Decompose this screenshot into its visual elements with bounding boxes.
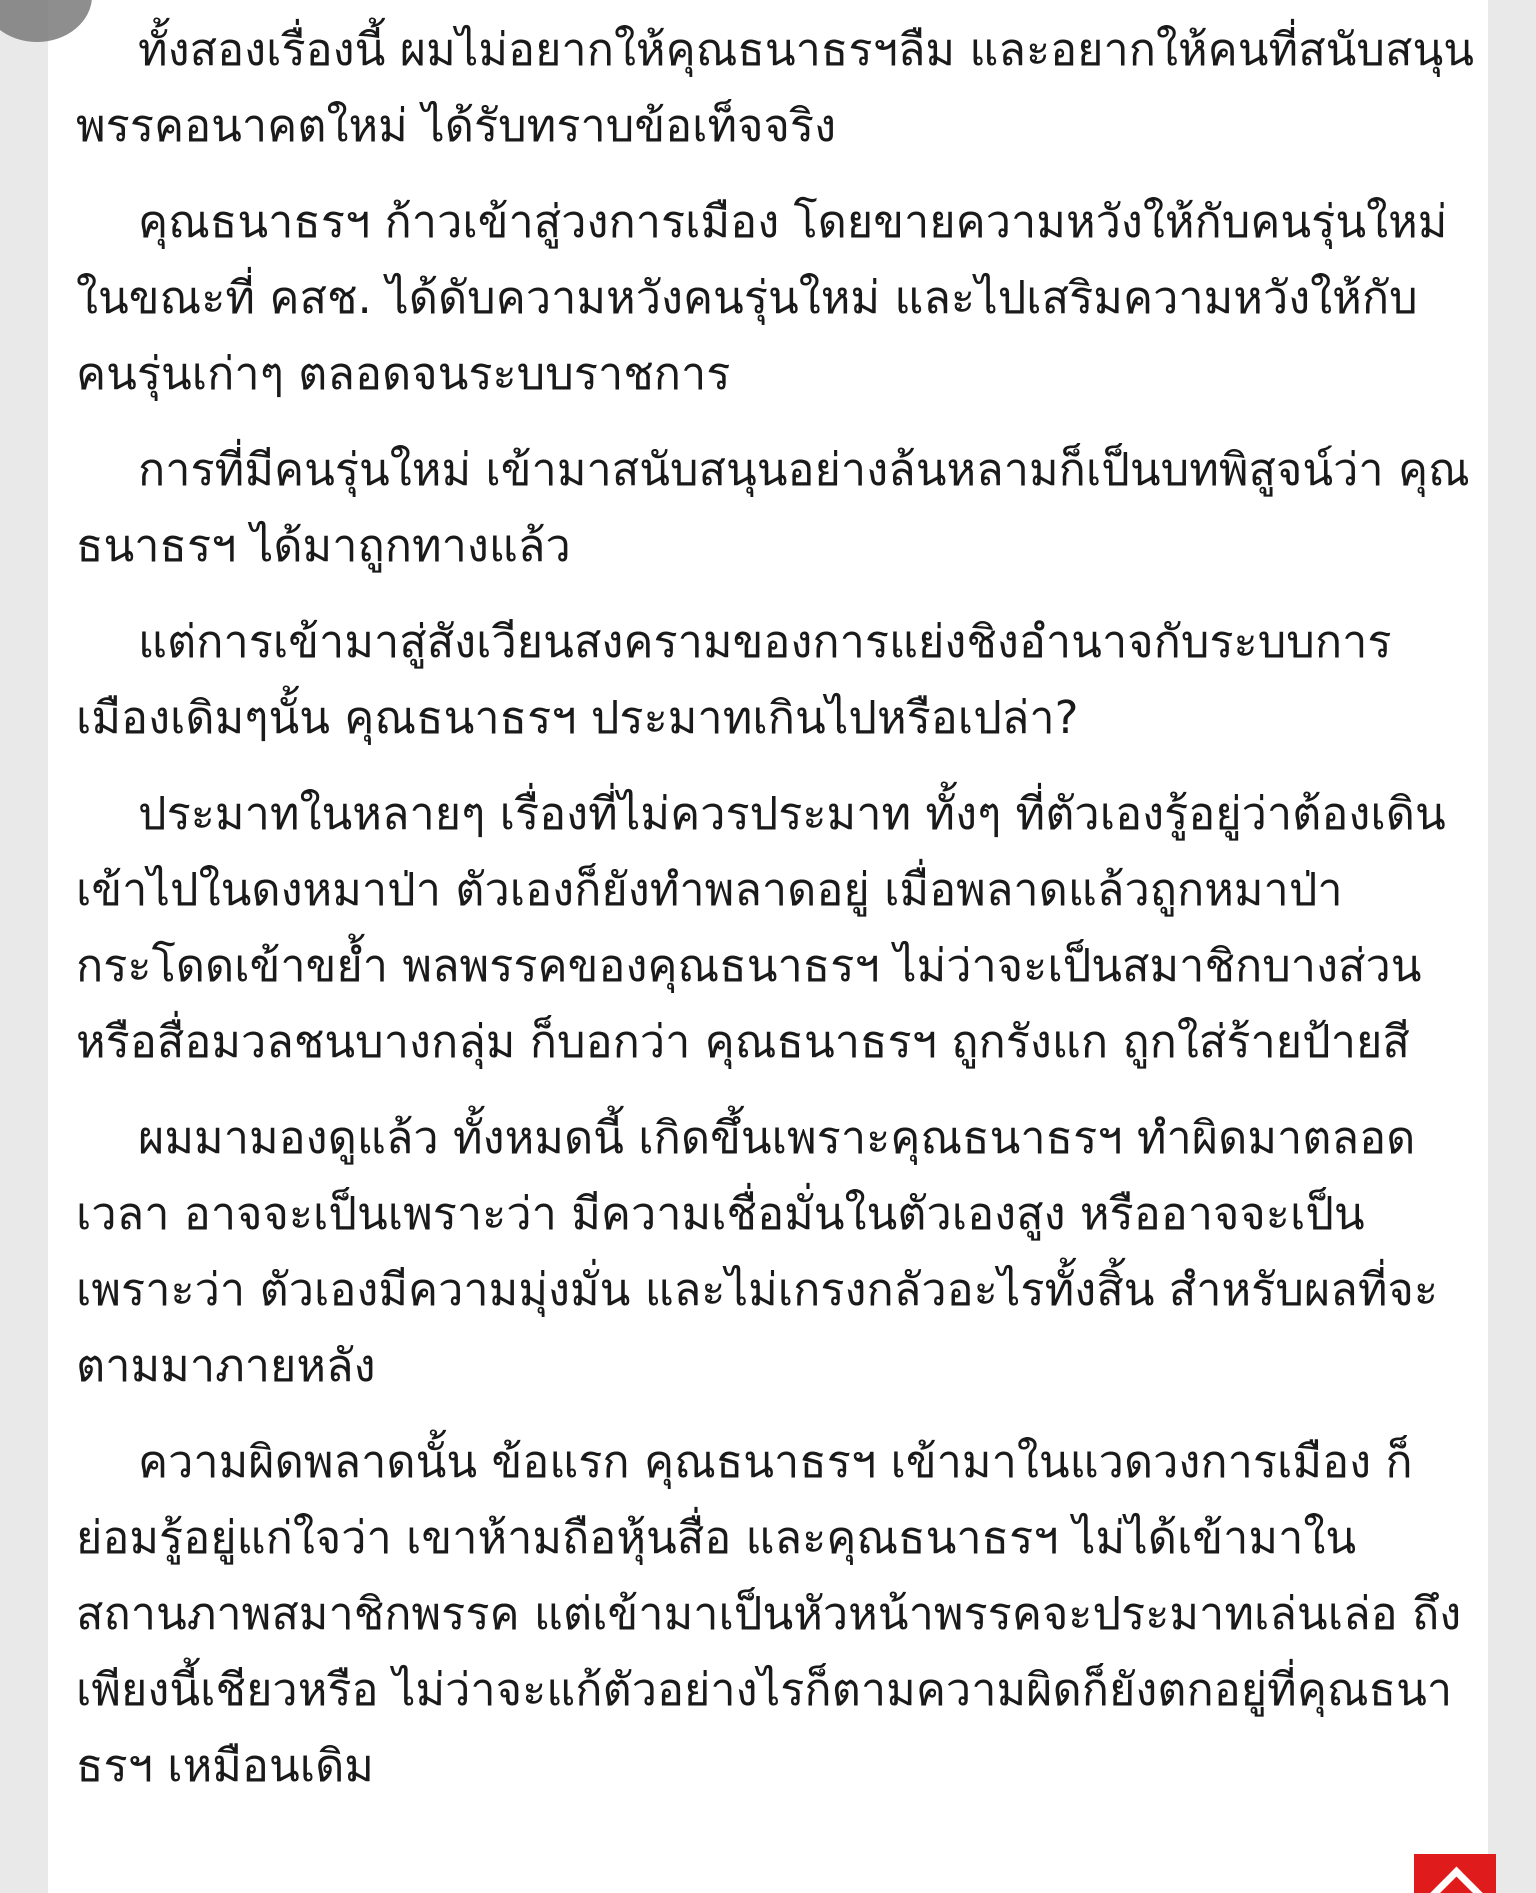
article-page (48, 0, 1488, 1893)
article-paragraph-1: ทั้งสองเรื่องนี้ ผมไม่อยากให้คุณธนาธรฯลืม และอยากให้คนที่สนับสนุนพรรคอนาคตใหม่ ได้รับทราบข้อเท็จจริง (76, 23, 1474, 152)
article-paragraph-6: ผมมามองดูแล้ว ทั้งหมดนี้ เกิดขึ้นเพราะคุณธนาธรฯ ทำผิดมาตลอดเวลา อาจจะเป็นเพราะว่า มีความเชื่อมั่นในตัวเองสูง หรืออาจจะเป็นเพราะว่า ตัวเองมีความมุ่งมั่น และไม่เกรงกลัวอะไรทั้งสิ้น สำหรับผลที่จะตามมาภายหลัง (76, 1111, 1439, 1392)
article-paragraph-5: ประมาทในหลายๆ เรื่องที่ไม่ควรประมาท ทั้งๆ ที่ตัวเองรู้อยู่ว่าต้องเดินเข้าไปในดงหมาป่า ตัวเองก็ยังทำพลาดอยู่ เมื่อพลาดแล้วถูกหมาป่ากระโดดเข้าขย้ำ พลพรรคของคุณธนาธรฯ ไม่ว่าจะเป็นสมาชิกบางส่วน หรือสื่อมวลชนบางกลุ่ม ก็บอกว่า คุณธนาธรฯ ถูกรังแก ถูกใส่ร้ายป้ายสี (76, 787, 1446, 1068)
article-paragraph-4: แต่การเข้ามาสู่สังเวียนสงครามของการแย่งชิงอำนาจกับระบบการเมืองเดิมๆนั้น คุณธนาธรฯ ประมาทเกินไปหรือเปล่า? (76, 615, 1392, 744)
article-paragraph-3: การที่มีคนรุ่นใหม่ เข้ามาสนับสนุนอย่างล้นหลามก็เป็นบทพิสูจน์ว่า คุณธนาธรฯ ได้มาถูกทางแล้ว (76, 443, 1470, 572)
scroll-to-top-button[interactable] (1414, 1854, 1496, 1893)
article-body (76, 12, 1476, 1824)
chevron-up-icon (1425, 1867, 1489, 1893)
article-paragraph-2: คุณธนาธรฯ ก้าวเข้าสู่วงการเมือง โดยขายความหวังให้กับคนรุ่นใหม่ ในขณะที่ คสช. ได้ดับความหวังคนรุ่นใหม่ และไปเสริมความหวังให้กับคนรุ่นเก่าๆ ตลอดจนระบบราชการ (76, 195, 1448, 400)
article-paragraph-7: ความผิดพลาดนั้น ข้อแรก คุณธนาธรฯ เข้ามาในแวดวงการเมือง ก็ย่อมรู้อยู่แก่ใจว่า เขาห้ามถือหุ้นสื่อ และคุณธนาธรฯ ไม่ได้เข้ามาในสถานภาพสมาชิกพรรค แต่เข้ามาเป็นหัวหน้าพรรคจะประมาทเล่นเล่อ ถึงเพียงนี้เชียวหรือ ไม่ว่าจะแก้ตัวอย่างไรก็ตามความผิดก็ยังตกอยู่ที่คุณธนาธรฯ เหมือนเดิม (76, 1435, 1462, 1792)
